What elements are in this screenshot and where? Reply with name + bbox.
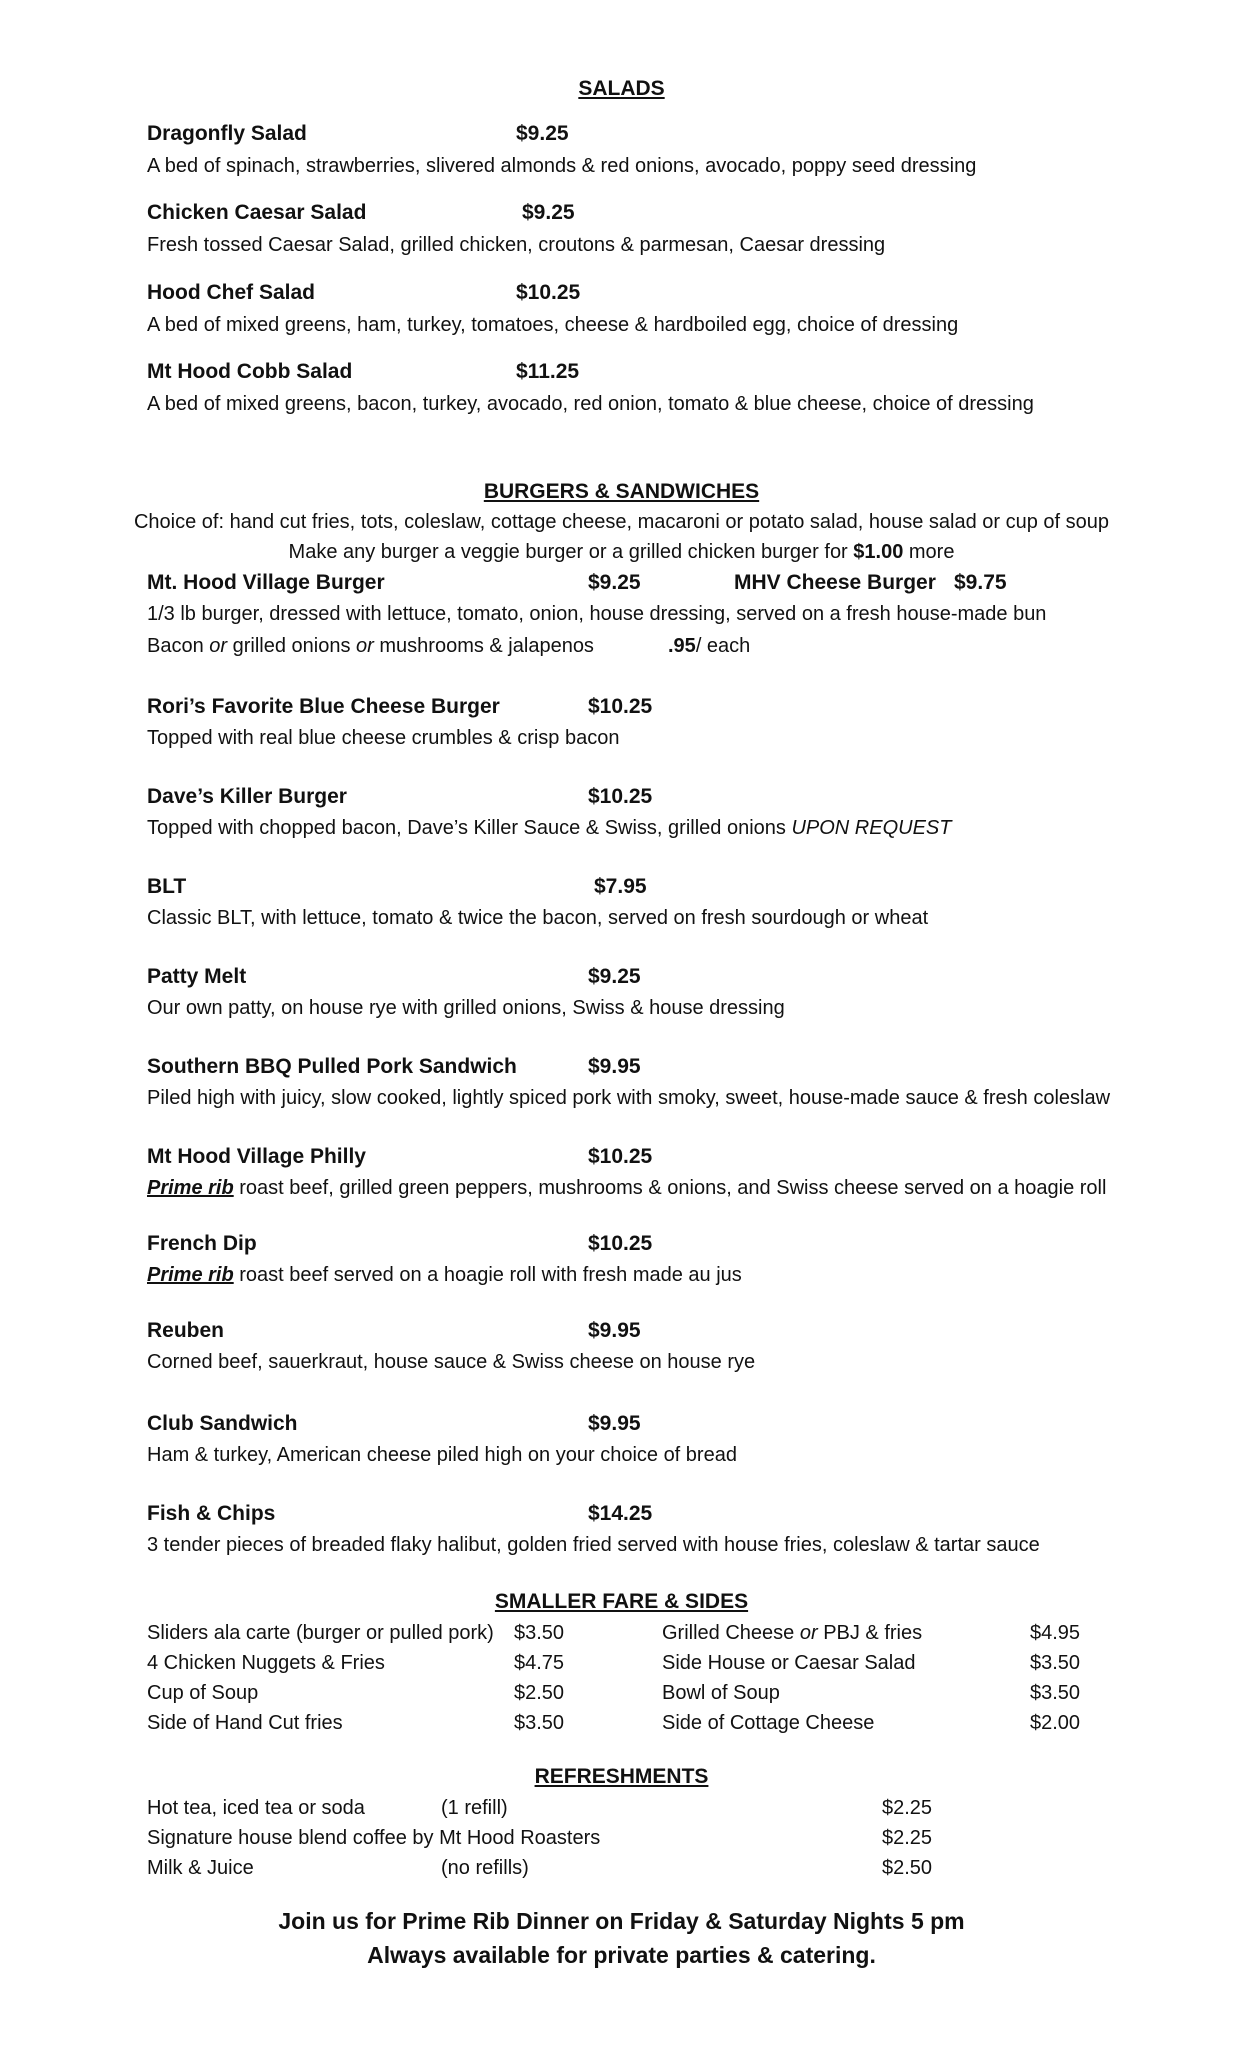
refreshment-price: $2.50: [882, 1857, 933, 1879]
sides-choice-note: Choice of: hand cut fries, tots, coleslaw, cottage cheese, macaroni or potato salad, house salad or cup of soup: [133, 511, 1110, 533]
item-price: $10.25: [588, 1232, 653, 1255]
side-price: $3.50: [1030, 1652, 1081, 1674]
item-name: Mt Hood Cobb Salad: [147, 360, 353, 383]
burger-addons: Bacon or grilled onions or mushrooms & jalapenos: [147, 635, 594, 657]
side-price: $3.50: [514, 1622, 565, 1644]
sides-heading: SMALLER FARE & SIDES: [494, 1590, 749, 1613]
item-price: $7.95: [594, 875, 647, 898]
item-name: Southern BBQ Pulled Pork Sandwich: [147, 1055, 517, 1078]
item-name: Club Sandwich: [147, 1412, 298, 1435]
side-price: $3.50: [1030, 1682, 1081, 1704]
burgers-heading: BURGERS & SANDWICHES: [483, 480, 760, 503]
addon-price: .95/ each: [668, 635, 751, 657]
side-name: Cup of Soup: [147, 1682, 259, 1704]
item-description: Corned beef, sauerkraut, house sauce & Swiss cheese on house rye: [147, 1351, 756, 1373]
side-price: $4.75: [514, 1652, 565, 1674]
item-name: Fish & Chips: [147, 1502, 276, 1525]
side-price: $2.50: [514, 1682, 565, 1704]
refreshment-name: Hot tea, iced tea or soda: [147, 1797, 365, 1819]
cheese-burger-price: $9.75: [954, 571, 1007, 594]
item-price: $9.25: [588, 965, 641, 988]
item-name: Reuben: [147, 1319, 225, 1342]
item-description: Prime rib roast beef, grilled green peppers, mushrooms & onions, and Swiss cheese served on a hoagie roll: [147, 1177, 1107, 1199]
catering-note: Always available for private parties & catering.: [367, 1942, 876, 1968]
item-name: Chicken Caesar Salad: [147, 201, 367, 224]
item-price: $9.25: [588, 571, 641, 594]
item-description: A bed of mixed greens, bacon, turkey, avocado, red onion, tomato & blue cheese, choice of dressing: [147, 393, 1034, 415]
item-price: $10.25: [516, 281, 581, 304]
item-price: $11.25: [516, 360, 580, 383]
refreshment-name: Milk & Juice: [147, 1857, 254, 1879]
refreshment-price: $2.25: [882, 1797, 933, 1819]
item-name: Rori’s Favorite Blue Cheese Burger: [147, 695, 500, 718]
item-price: $9.95: [588, 1412, 641, 1435]
cheese-burger-name: MHV Cheese Burger: [734, 571, 936, 594]
item-name: BLT: [147, 875, 187, 898]
item-name: French Dip: [147, 1232, 257, 1255]
item-description: Prime rib roast beef served on a hoagie roll with fresh made au jus: [147, 1264, 742, 1286]
side-price: $2.00: [1030, 1712, 1081, 1734]
item-price: $9.95: [588, 1319, 641, 1342]
item-description: A bed of mixed greens, ham, turkey, tomatoes, cheese & hardboiled egg, choice of dressing: [147, 314, 959, 336]
refreshment-note: (1 refill): [441, 1797, 508, 1819]
side-price: $4.95: [1030, 1622, 1081, 1644]
refreshment-note: (no refills): [441, 1857, 529, 1879]
item-description: A bed of spinach, strawberries, slivered almonds & red onions, avocado, poppy seed dressing: [147, 155, 977, 177]
item-description: Fresh tossed Caesar Salad, grilled chicken, croutons & parmesan, Caesar dressing: [147, 234, 886, 256]
side-name: Grilled Cheese or PBJ & fries: [662, 1622, 923, 1644]
item-description: Piled high with juicy, slow cooked, lightly spiced pork with smoky, sweet, house-made sauce & fresh coleslaw: [147, 1087, 1111, 1109]
item-name: Hood Chef Salad: [147, 281, 316, 304]
item-price: $14.25: [588, 1502, 653, 1525]
item-price: $10.25: [588, 695, 653, 718]
item-price: $10.25: [588, 1145, 653, 1168]
item-price: $9.25: [516, 122, 569, 145]
item-description: 1/3 lb burger, dressed with lettuce, tomato, onion, house dressing, served on a fresh house-made bun: [147, 603, 1047, 625]
item-name: Mt Hood Village Philly: [147, 1145, 366, 1168]
salads-heading: SALADS: [578, 77, 665, 100]
item-name: Dragonfly Salad: [147, 122, 307, 145]
item-price: $9.25: [522, 201, 575, 224]
side-name: Side of Hand Cut fries: [147, 1712, 343, 1734]
side-name: Side House or Caesar Salad: [662, 1652, 916, 1674]
veggie-upcharge: $1.00: [853, 541, 904, 563]
item-name: Patty Melt: [147, 965, 247, 988]
prime-rib-announcement: Join us for Prime Rib Dinner on Friday & Saturday Nights 5 pm: [278, 1908, 965, 1934]
item-name: Mt. Hood Village Burger: [147, 571, 385, 594]
item-description: 3 tender pieces of breaded flaky halibut, golden fried served with house fries, coleslaw & tartar sauce: [147, 1534, 1040, 1556]
item-description: Our own patty, on house rye with grilled onions, Swiss & house dressing: [147, 997, 785, 1019]
refreshment-price: $2.25: [882, 1827, 933, 1849]
side-price: $3.50: [514, 1712, 565, 1734]
side-name: 4 Chicken Nuggets & Fries: [147, 1652, 385, 1674]
veggie-burger-note: Make any burger a veggie burger or a grilled chicken burger for $1.00 more: [288, 541, 955, 563]
refreshment-name: Signature house blend coffee by Mt Hood Roasters: [147, 1827, 601, 1849]
item-description: Ham & turkey, American cheese piled high on your choice of bread: [147, 1444, 737, 1466]
item-price: $9.95: [588, 1055, 641, 1078]
item-description: Topped with chopped bacon, Dave’s Killer Sauce & Swiss, grilled onions UPON REQUEST: [147, 817, 952, 839]
side-name: Side of Cottage Cheese: [662, 1712, 875, 1734]
item-description: Classic BLT, with lettuce, tomato & twice the bacon, served on fresh sourdough or wheat: [147, 907, 929, 929]
refreshments-heading: REFRESHMENTS: [534, 1765, 709, 1788]
side-name: Bowl of Soup: [662, 1682, 780, 1704]
item-price: $10.25: [588, 785, 653, 808]
item-description: Topped with real blue cheese crumbles & crisp bacon: [147, 727, 620, 749]
item-name: Dave’s Killer Burger: [147, 785, 347, 808]
side-name: Sliders ala carte (burger or pulled pork): [147, 1622, 494, 1644]
